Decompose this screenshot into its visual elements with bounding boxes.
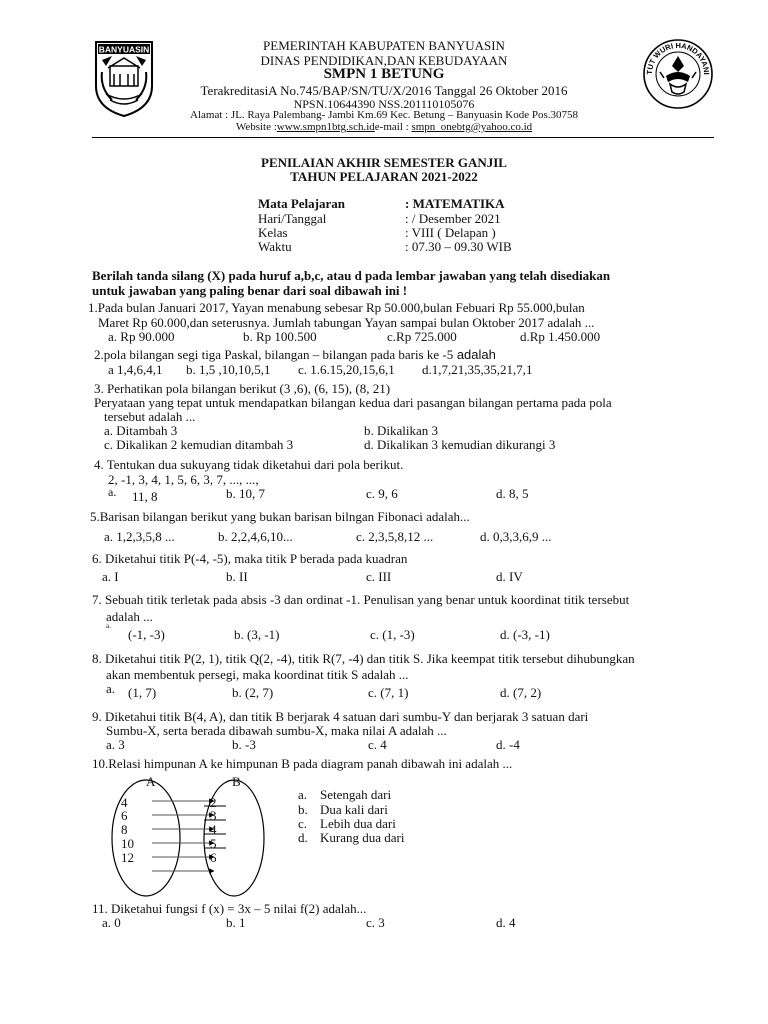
q4-option-d[interactable]: d. 8, 5 <box>496 486 529 501</box>
q4-option-b[interactable]: b. 10, 7 <box>226 486 265 501</box>
q1-line-1: 1.Pada bulan Januari 2017, Yayan menabung sebesar Rp 50.000,bulan Febuari Rp 55.000,bulan <box>88 300 585 315</box>
info-label-subject: Mata Pelajaran <box>258 196 346 211</box>
q5-option-c[interactable]: c. 2,3,5,8,12 ... <box>356 529 434 544</box>
instructions-line-2: untuk jawaban yang paling benar dari soal dibawah ini ! <box>92 283 408 298</box>
q4-option-c[interactable]: c. 9, 6 <box>366 486 398 501</box>
set-b-item: 6 <box>210 850 217 865</box>
q11-option-b[interactable]: b. 1 <box>226 915 246 930</box>
q10-line-1: 10.Relasi himpunan A ke himpunan B pada diagram panah dibawah ini adalah ... <box>92 756 513 771</box>
q3-line-1: 3. Perhatikan pola bilangan berikut (3 ,6), (6, 15), (8, 21) <box>94 381 391 396</box>
school-name: SMPN 1 BETUNG <box>323 66 445 82</box>
website-link[interactable]: www.smpn1btg.sch.id <box>276 121 375 133</box>
set-a-item: 10 <box>121 836 134 851</box>
q1-line-2: Maret Rp 60.000,dan seterusnya. Jumlah tabungan Yayan sampai bulan Oktober 2017 adalah ... <box>98 315 595 330</box>
q8-option-a-label: a. <box>106 681 116 696</box>
set-b-item: 5 <box>210 836 217 851</box>
set-b-item: 3 <box>210 808 217 823</box>
logo-left-text: BANYUASIN <box>98 44 150 55</box>
q10-option-c-letter: c. <box>298 816 308 831</box>
q1-option-d[interactable]: d.Rp 1.450.000 <box>520 329 601 344</box>
q8-option-d[interactable]: d. (7, 2) <box>500 685 542 700</box>
q2-line-1 <box>94 347 496 363</box>
info-label-class: Kelas <box>258 225 288 240</box>
set-a-item: 4 <box>121 795 128 810</box>
q10-option-c[interactable]: Lebih dua dari <box>320 816 396 831</box>
q5-text: Barisan bilangan berikut yang bukan barisan bilngan Fibonaci adalah... <box>99 509 470 524</box>
q6-line-1: 6. Diketahui titik P(-4, -5), maka titik P berada pada kuadran <box>92 551 408 566</box>
q10-option-d[interactable]: Kurang dua dari <box>320 830 405 845</box>
info-value-date: : / Desember 2021 <box>405 211 501 226</box>
q7-line-2: adalah ... <box>106 609 153 624</box>
instructions-line-1: Berilah tanda silang (X) pada huruf a,b,c, atau d pada lembar jawaban yang telah disediakan <box>92 268 611 283</box>
q8-option-a[interactable]: (1, 7) <box>128 685 157 700</box>
npsn-line: NPSN.10644390 NSS.201110105076 <box>293 97 475 111</box>
q5-option-a[interactable]: a. 1,2,3,5,8 ... <box>104 529 175 544</box>
set-b-item: 4 <box>210 822 217 837</box>
q2-option-c[interactable]: c. 1.6.15,20,15,6,1 <box>298 362 395 377</box>
q7-option-b[interactable]: b. (3, -1) <box>234 627 280 642</box>
q3-option-d[interactable]: d. Dikalikan 3 kemudian dikurangi 3 <box>364 437 556 452</box>
q6-option-b[interactable]: b. II <box>226 569 248 584</box>
q5-option-b[interactable]: b. 2,2,4,6,10... <box>218 529 293 544</box>
exam-title-2: TAHUN PELAJARAN 2021-2022 <box>290 169 478 184</box>
q8-line-1: 8. Diketahui titik P(2, 1), titik Q(2, -4), titik R(7, -4) dan titik S. Jika keempat titik tersebut dihubungkan <box>92 651 635 666</box>
header-divider <box>92 137 714 138</box>
q10-option-d-letter: d. <box>298 830 308 845</box>
set-a-item: 8 <box>121 822 128 837</box>
q7-option-a[interactable]: (-1, -3) <box>128 627 165 642</box>
accreditation-line: TerakreditasiA No.745/BAP/SN/TU/X/2016 Tanggal 26 Oktober 2016 <box>200 83 568 98</box>
header-line-2: DINAS PENDIDIKAN,DAN KEBUDAYAAN <box>260 53 508 68</box>
logo-right-text: TUT WURI HANDAYANI <box>644 40 712 75</box>
q9-line-1: 9. Diketahui titik B(4, A), dan titik B berjarak 4 satuan dari sumbu-Y dan berjarak 3 satuan dari <box>92 709 589 724</box>
set-a-item: 6 <box>121 808 128 823</box>
q11-line-1: 11. Diketahui fungsi f (x) = 3x – 5 nilai f(2) adalah... <box>92 901 367 916</box>
info-label-date: Hari/Tanggal <box>258 211 327 226</box>
set-b-item: 2 <box>210 795 217 810</box>
q1-option-a[interactable]: a. Rp 90.000 <box>108 329 175 344</box>
q8-option-c[interactable]: c. (7, 1) <box>368 685 409 700</box>
q3-option-b[interactable]: b. Dikalikan 3 <box>364 423 439 438</box>
q5-line-1 <box>90 509 470 525</box>
q3-option-a[interactable]: a. Ditambah 3 <box>104 423 178 438</box>
q2-option-b[interactable]: b. 1,5 ,10,10,5,1 <box>186 362 271 377</box>
q2-option-d[interactable]: d.1,7,21,35,35,21,7,1 <box>422 362 533 377</box>
q9-option-a[interactable]: a. 3 <box>106 737 125 752</box>
q3-line-2: Peryataan yang tepat untuk mendapatkan bilangan kedua dari pasangan bilangan pertama pada pola <box>94 395 612 410</box>
contact-line <box>0 121 768 133</box>
set-a-label: A <box>146 774 156 789</box>
q7-option-d[interactable]: d. (-3, -1) <box>500 627 550 642</box>
info-label-time: Waktu <box>258 239 292 254</box>
q6-option-c[interactable]: c. III <box>366 569 392 584</box>
exam-title-1: PENILAIAN AKHIR SEMESTER GANJIL <box>261 155 507 170</box>
set-a-item: 12 <box>121 850 134 865</box>
q9-line-2: Sumbu-X, serta berada dibawah sumbu-X, maka nilai A adalah ... <box>106 723 447 738</box>
q2-option-a[interactable]: a 1,4,6,4,1 <box>108 362 163 377</box>
q5-option-d[interactable]: d. 0,3,3,6,9 ... <box>480 529 552 544</box>
info-value-time: : 07.30 – 09.30 WIB <box>405 239 512 254</box>
address-line: Alamat : JL. Raya Palembang- Jambi Km.69 Kec. Betung – Banyuasin Kode Pos.30758 <box>190 109 578 121</box>
q4-line-2: 2, -1, 3, 4, 1, 5, 6, 3, 7, ..., ..., <box>108 472 259 487</box>
q4-option-a[interactable]: 11, 8 <box>132 489 158 504</box>
email-link[interactable]: smpn_onebtg@yahoo.co.id <box>411 121 533 133</box>
q10-option-b-letter: b. <box>298 802 308 817</box>
q1-option-b[interactable]: b. Rp 100.500 <box>243 329 317 344</box>
q10-option-a-letter: a. <box>298 787 308 802</box>
q3-option-c[interactable]: c. Dikalikan 2 kemudian ditambah 3 <box>104 437 294 452</box>
q4-option-a-label: a. <box>108 485 117 499</box>
q8-line-2: akan membentuk persegi, maka koordinat titik S adalah ... <box>106 667 409 682</box>
q9-option-d[interactable]: d. -4 <box>496 737 520 752</box>
q9-option-c[interactable]: c. 4 <box>368 737 387 752</box>
website-label: Website : <box>235 121 277 133</box>
q11-option-c[interactable]: c. 3 <box>366 915 385 930</box>
q10-option-b[interactable]: Dua kali dari <box>320 802 388 817</box>
q6-option-a[interactable]: a. I <box>102 569 119 584</box>
q8-option-b[interactable]: b. (2, 7) <box>232 685 274 700</box>
q6-option-d[interactable]: d. IV <box>496 569 523 584</box>
q5-number: 5. <box>90 509 100 524</box>
q2-line-1-text: 2.pola bilangan segi tiga Paskal, bilangan – bilangan pada baris ke -5 <box>94 347 454 362</box>
q11-option-a[interactable]: a. 0 <box>102 915 121 930</box>
q10-option-a[interactable]: Setengah dari <box>320 787 392 802</box>
header-line-1: PEMERINTAH KABUPATEN BANYUASIN <box>263 38 505 53</box>
q11-option-d[interactable]: d. 4 <box>496 915 516 930</box>
q4-line-1: 4. Tentukan dua sukuyang tidak diketahui dari pola berikut. <box>94 457 404 472</box>
q3-line-3: tersebut adalah ... <box>104 409 196 424</box>
info-value-class: : VIII ( Delapan ) <box>405 225 496 240</box>
q7-option-c[interactable]: c. (1, -3) <box>370 627 415 642</box>
q9-option-b[interactable]: b. -3 <box>232 737 256 752</box>
q1-option-c[interactable]: c.Rp 725.000 <box>387 329 457 344</box>
set-b-label: B <box>232 774 241 789</box>
info-value-subject: : MATEMATIKA <box>405 196 505 211</box>
q7-option-a-label: a. <box>106 622 111 630</box>
q2-line-1-tail: adalah <box>453 347 496 362</box>
q7-line-1: 7. Sebuah titik terletak pada absis -3 dan ordinat -1. Penulisan yang benar untuk koordinat titik tersebut <box>92 592 630 607</box>
email-label: e-mail : <box>374 121 412 133</box>
